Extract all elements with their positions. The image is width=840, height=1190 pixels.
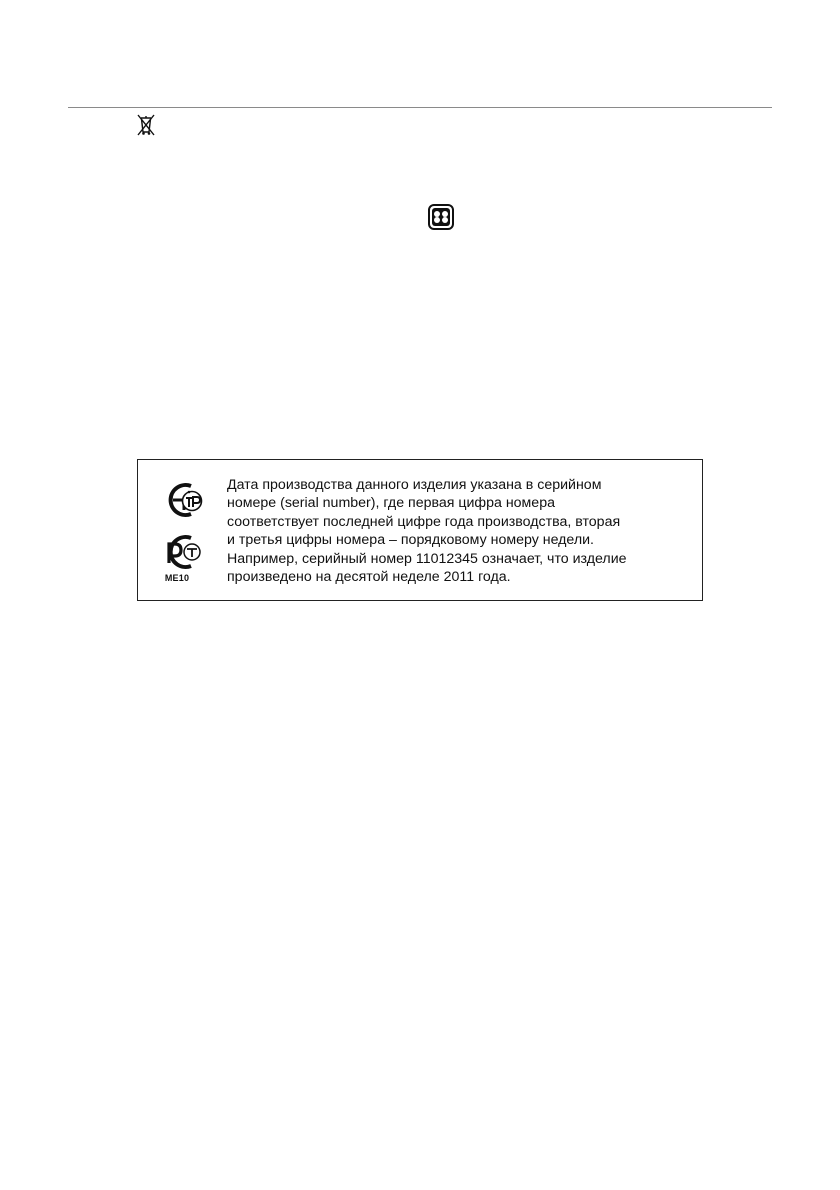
header-divider xyxy=(68,107,772,108)
notice-line: соответствует последней цифре года производства, вторая xyxy=(227,513,621,530)
eac-certification-mark xyxy=(156,480,212,520)
notice-line: и третья цифры номера – порядковому номеру недели. xyxy=(227,532,594,549)
notice-line: произведено на десятой неделе 2011 года. xyxy=(227,569,511,586)
rst-certification-mark xyxy=(156,532,212,572)
notice-line: Например, серийный номер 11012345 означает, что изделие xyxy=(227,550,627,567)
eu-flower-ecolabel-icon xyxy=(428,204,454,230)
notice-line: номере (serial number), где первая цифра номера xyxy=(227,495,555,512)
certification-marks xyxy=(156,474,216,594)
certificate-code: ME10 xyxy=(164,573,190,583)
notice-text xyxy=(227,476,697,586)
notice-line: Дата производства данного изделия указана в серийном xyxy=(227,477,602,493)
production-date-notice xyxy=(137,459,703,601)
crossed-out-wheelie-bin-icon xyxy=(136,113,156,137)
